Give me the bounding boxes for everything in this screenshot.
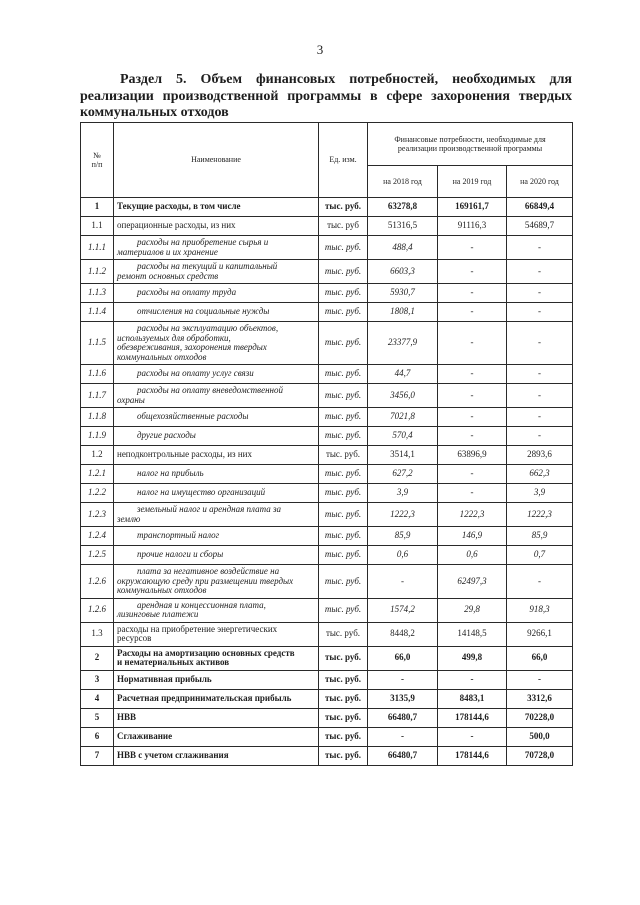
row-name-cell: неподконтрольные расходы, из них bbox=[114, 446, 319, 465]
row-unit-cell: тыс. руб. bbox=[319, 503, 368, 527]
value-cell-year-3: 9266,1 bbox=[507, 622, 573, 646]
row-name-cell: операционные расходы, из них bbox=[114, 217, 319, 236]
value-cell-year-1: 570,4 bbox=[368, 427, 438, 446]
table-body bbox=[81, 198, 573, 766]
value-cell-year-2: - bbox=[438, 465, 507, 484]
row-name-cell: расходы на приобретение сырья и материалов и их хранение bbox=[114, 236, 319, 260]
row-name-cell: налог на прибыль bbox=[114, 465, 319, 484]
value-cell-year-3: - bbox=[507, 365, 573, 384]
row-name-cell: Сглаживание bbox=[114, 727, 319, 746]
table-row bbox=[81, 670, 573, 689]
value-cell-year-2: 91116,3 bbox=[438, 217, 507, 236]
value-cell-year-2: - bbox=[438, 484, 507, 503]
header-row bbox=[81, 123, 573, 166]
value-cell-year-1: 66,0 bbox=[368, 646, 438, 670]
value-cell-year-1: 7021,8 bbox=[368, 408, 438, 427]
row-unit-cell: тыс. руб. bbox=[319, 384, 368, 408]
value-cell-year-3: - bbox=[507, 565, 573, 599]
row-unit-cell: тыс. руб. bbox=[319, 708, 368, 727]
section-heading bbox=[80, 72, 572, 122]
value-cell-year-2: 0,6 bbox=[438, 546, 507, 565]
value-cell-year-1: - bbox=[368, 565, 438, 599]
row-unit-cell: тыс. руб. bbox=[319, 322, 368, 365]
value-cell-year-3: 3312,6 bbox=[507, 689, 573, 708]
table-row bbox=[81, 689, 573, 708]
row-name-cell: Текущие расходы, в том числе bbox=[114, 198, 319, 217]
table-row bbox=[81, 198, 573, 217]
value-cell-year-1: 3514,1 bbox=[368, 446, 438, 465]
row-number-cell: 1.2.2 bbox=[81, 484, 114, 503]
value-cell-year-2: - bbox=[438, 303, 507, 322]
value-cell-year-3: 85,9 bbox=[507, 527, 573, 546]
value-cell-year-3: 54689,7 bbox=[507, 217, 573, 236]
table-row bbox=[81, 284, 573, 303]
value-cell-year-1: - bbox=[368, 670, 438, 689]
value-cell-year-2: 62497,3 bbox=[438, 565, 507, 599]
row-number-cell: 1.1.3 bbox=[81, 284, 114, 303]
table-row bbox=[81, 217, 573, 236]
table-row bbox=[81, 527, 573, 546]
value-cell-year-1: 66480,7 bbox=[368, 746, 438, 765]
value-cell-year-1: 1808,1 bbox=[368, 303, 438, 322]
value-cell-year-3: - bbox=[507, 260, 573, 284]
row-unit-cell: тыс. руб. bbox=[319, 622, 368, 646]
value-cell-year-2: - bbox=[438, 427, 507, 446]
table-row bbox=[81, 484, 573, 503]
row-name-cell: НВВ с учетом сглаживания bbox=[114, 746, 319, 765]
table-row bbox=[81, 446, 573, 465]
row-unit-cell: тыс. руб. bbox=[319, 465, 368, 484]
header-unit: Ед. изм. bbox=[319, 123, 368, 198]
page-number: 3 bbox=[316, 42, 324, 57]
row-number-cell: 1.1.9 bbox=[81, 427, 114, 446]
row-number-cell: 1.1.1 bbox=[81, 236, 114, 260]
row-name-cell: расходы на оплату труда bbox=[114, 284, 319, 303]
value-cell-year-3: - bbox=[507, 284, 573, 303]
table-row bbox=[81, 365, 573, 384]
row-unit-cell: тыс. руб. bbox=[319, 236, 368, 260]
value-cell-year-2: 169161,7 bbox=[438, 198, 507, 217]
value-cell-year-2: 8483,1 bbox=[438, 689, 507, 708]
value-cell-year-1: 1574,2 bbox=[368, 598, 438, 622]
table-row bbox=[81, 546, 573, 565]
value-cell-year-3: - bbox=[507, 384, 573, 408]
value-cell-year-1: 6603,3 bbox=[368, 260, 438, 284]
table-row bbox=[81, 322, 573, 365]
value-cell-year-3: 0,7 bbox=[507, 546, 573, 565]
row-number-cell: 1.2 bbox=[81, 446, 114, 465]
row-number-cell: 1.3 bbox=[81, 622, 114, 646]
financial-needs-table bbox=[80, 122, 573, 766]
row-name-cell: расходы на оплату услуг связи bbox=[114, 365, 319, 384]
value-cell-year-1: 3,9 bbox=[368, 484, 438, 503]
value-cell-year-1: 488,4 bbox=[368, 236, 438, 260]
row-unit-cell: тыс. руб. bbox=[319, 484, 368, 503]
heading-line: реализации производственной программы в сфере захоронения твердых bbox=[80, 88, 572, 104]
table-row bbox=[81, 427, 573, 446]
row-unit-cell: тыс. руб bbox=[319, 217, 368, 236]
row-name-cell: Расчетная предпринимательская прибыль bbox=[114, 689, 319, 708]
row-number-cell: 1.1 bbox=[81, 217, 114, 236]
row-unit-cell: тыс. руб. bbox=[319, 689, 368, 708]
value-cell-year-2: 63896,9 bbox=[438, 446, 507, 465]
value-cell-year-2: - bbox=[438, 384, 507, 408]
value-cell-year-1: 66480,7 bbox=[368, 708, 438, 727]
table-header bbox=[81, 123, 573, 198]
value-cell-year-3: 918,3 bbox=[507, 598, 573, 622]
table-row bbox=[81, 384, 573, 408]
table-row bbox=[81, 746, 573, 765]
value-cell-year-3: 3,9 bbox=[507, 484, 573, 503]
value-cell-year-2: 499,8 bbox=[438, 646, 507, 670]
value-cell-year-3: 70228,0 bbox=[507, 708, 573, 727]
value-cell-year-3: 70728,0 bbox=[507, 746, 573, 765]
value-cell-year-1: 3456,0 bbox=[368, 384, 438, 408]
row-number-cell: 3 bbox=[81, 670, 114, 689]
value-cell-year-3: 662,3 bbox=[507, 465, 573, 484]
row-number-cell: 2 bbox=[81, 646, 114, 670]
value-cell-year-2: - bbox=[438, 322, 507, 365]
header-name: Наименование bbox=[114, 123, 319, 198]
value-cell-year-2: 14148,5 bbox=[438, 622, 507, 646]
row-number-cell: 1.1.8 bbox=[81, 408, 114, 427]
row-unit-cell: тыс. руб. bbox=[319, 303, 368, 322]
row-unit-cell: тыс. руб. bbox=[319, 646, 368, 670]
row-number-cell: 5 bbox=[81, 708, 114, 727]
row-unit-cell: тыс. руб. bbox=[319, 598, 368, 622]
header-financial-needs: Финансовые потребности, необходимые для реализации производственной программы bbox=[368, 123, 573, 166]
row-number-cell: 1.1.7 bbox=[81, 384, 114, 408]
value-cell-year-3: 66849,4 bbox=[507, 198, 573, 217]
row-name-cell: транспортный налог bbox=[114, 527, 319, 546]
value-cell-year-2: - bbox=[438, 284, 507, 303]
header-year-2: на 2019 год bbox=[438, 166, 507, 198]
table-row bbox=[81, 708, 573, 727]
value-cell-year-1: 1222,3 bbox=[368, 503, 438, 527]
header-number: № п/п bbox=[81, 123, 114, 198]
row-number-cell: 1.1.4 bbox=[81, 303, 114, 322]
row-unit-cell: тыс. руб. bbox=[319, 527, 368, 546]
value-cell-year-1: 85,9 bbox=[368, 527, 438, 546]
table-row bbox=[81, 465, 573, 484]
row-unit-cell: тыс. руб. bbox=[319, 427, 368, 446]
value-cell-year-2: - bbox=[438, 727, 507, 746]
row-number-cell: 1.2.1 bbox=[81, 465, 114, 484]
value-cell-year-2: 1222,3 bbox=[438, 503, 507, 527]
table-row bbox=[81, 236, 573, 260]
value-cell-year-2: - bbox=[438, 365, 507, 384]
row-name-cell: Расходы на амортизацию основных средств и нематериальных активов bbox=[114, 646, 319, 670]
row-number-cell: 7 bbox=[81, 746, 114, 765]
row-number-cell: 1.2.4 bbox=[81, 527, 114, 546]
table-row bbox=[81, 622, 573, 646]
row-name-cell: расходы на оплату вневедомственной охраны bbox=[114, 384, 319, 408]
value-cell-year-2: - bbox=[438, 236, 507, 260]
value-cell-year-1: 5930,7 bbox=[368, 284, 438, 303]
row-name-cell: Нормативная прибыль bbox=[114, 670, 319, 689]
value-cell-year-2: - bbox=[438, 260, 507, 284]
value-cell-year-1: 51316,5 bbox=[368, 217, 438, 236]
value-cell-year-3: 500,0 bbox=[507, 727, 573, 746]
row-number-cell: 1.1.5 bbox=[81, 322, 114, 365]
row-number-cell: 1.1.2 bbox=[81, 260, 114, 284]
row-number-cell: 1.1.6 bbox=[81, 365, 114, 384]
row-unit-cell: тыс. руб. bbox=[319, 260, 368, 284]
row-unit-cell: тыс. руб. bbox=[319, 746, 368, 765]
value-cell-year-1: 3135,9 bbox=[368, 689, 438, 708]
table-row bbox=[81, 598, 573, 622]
value-cell-year-1: 44,7 bbox=[368, 365, 438, 384]
row-number-cell: 1.2.5 bbox=[81, 546, 114, 565]
table-row bbox=[81, 565, 573, 599]
row-number-cell: 1.2.3 bbox=[81, 503, 114, 527]
row-name-cell: расходы на текущий и капитальный ремонт основных средств bbox=[114, 260, 319, 284]
value-cell-year-3: 66,0 bbox=[507, 646, 573, 670]
row-number-cell: 6 bbox=[81, 727, 114, 746]
value-cell-year-2: 178144,6 bbox=[438, 746, 507, 765]
row-number-cell: 1 bbox=[81, 198, 114, 217]
row-name-cell: расходы на эксплуатацию объектов, используемых для обработки, обезвреживания, захоронения твердых коммунальных отходов bbox=[114, 322, 319, 365]
heading-line: коммунальных отходов bbox=[80, 105, 229, 120]
value-cell-year-1: 0,6 bbox=[368, 546, 438, 565]
row-name-cell: расходы на приобретение энергетических ресурсов bbox=[114, 622, 319, 646]
value-cell-year-3: - bbox=[507, 236, 573, 260]
value-cell-year-2: 29,8 bbox=[438, 598, 507, 622]
table-row bbox=[81, 260, 573, 284]
row-unit-cell: тыс. руб. bbox=[319, 365, 368, 384]
row-name-cell: другие расходы bbox=[114, 427, 319, 446]
value-cell-year-3: 1222,3 bbox=[507, 503, 573, 527]
row-unit-cell: тыс. руб. bbox=[319, 408, 368, 427]
table-row bbox=[81, 408, 573, 427]
row-number-cell: 1.2.6 bbox=[81, 598, 114, 622]
row-name-cell: земельный налог и арендная плата за землю bbox=[114, 503, 319, 527]
value-cell-year-2: 178144,6 bbox=[438, 708, 507, 727]
value-cell-year-3: - bbox=[507, 303, 573, 322]
value-cell-year-1: - bbox=[368, 727, 438, 746]
value-cell-year-1: 23377,9 bbox=[368, 322, 438, 365]
row-unit-cell: тыс. руб. bbox=[319, 284, 368, 303]
row-unit-cell: тыс. руб. bbox=[319, 727, 368, 746]
row-name-cell: прочие налоги и сборы bbox=[114, 546, 319, 565]
table-row bbox=[81, 727, 573, 746]
value-cell-year-3: - bbox=[507, 408, 573, 427]
row-unit-cell: тыс. руб. bbox=[319, 565, 368, 599]
header-year-1: на 2018 год bbox=[368, 166, 438, 198]
value-cell-year-3: - bbox=[507, 670, 573, 689]
heading-line: Раздел 5. Объем финансовых потребностей, необходимых для bbox=[120, 72, 572, 87]
value-cell-year-3: - bbox=[507, 322, 573, 365]
row-number-cell: 4 bbox=[81, 689, 114, 708]
value-cell-year-1: 8448,2 bbox=[368, 622, 438, 646]
row-unit-cell: тыс. руб. bbox=[319, 670, 368, 689]
row-name-cell: арендная и концессионная плата, лизинговые платежи bbox=[114, 598, 319, 622]
value-cell-year-2: 146,9 bbox=[438, 527, 507, 546]
row-name-cell: общехозяйственные расходы bbox=[114, 408, 319, 427]
row-unit-cell: тыс. руб. bbox=[319, 446, 368, 465]
table-row bbox=[81, 503, 573, 527]
row-name-cell: налог на имущество организаций bbox=[114, 484, 319, 503]
row-name-cell: НВВ bbox=[114, 708, 319, 727]
table-row bbox=[81, 646, 573, 670]
value-cell-year-2: - bbox=[438, 408, 507, 427]
table-row bbox=[81, 303, 573, 322]
value-cell-year-3: - bbox=[507, 427, 573, 446]
row-number-cell: 1.2.6 bbox=[81, 565, 114, 599]
header-year-3: на 2020 год bbox=[507, 166, 573, 198]
row-unit-cell: тыс. руб. bbox=[319, 546, 368, 565]
row-unit-cell: тыс. руб. bbox=[319, 198, 368, 217]
value-cell-year-1: 627,2 bbox=[368, 465, 438, 484]
row-name-cell: отчисления на социальные нужды bbox=[114, 303, 319, 322]
row-name-cell: плата за негативное воздействие на окружающую среду при размещении твердых коммунальных отходов bbox=[114, 565, 319, 599]
value-cell-year-1: 63278,8 bbox=[368, 198, 438, 217]
value-cell-year-2: - bbox=[438, 670, 507, 689]
value-cell-year-3: 2893,6 bbox=[507, 446, 573, 465]
